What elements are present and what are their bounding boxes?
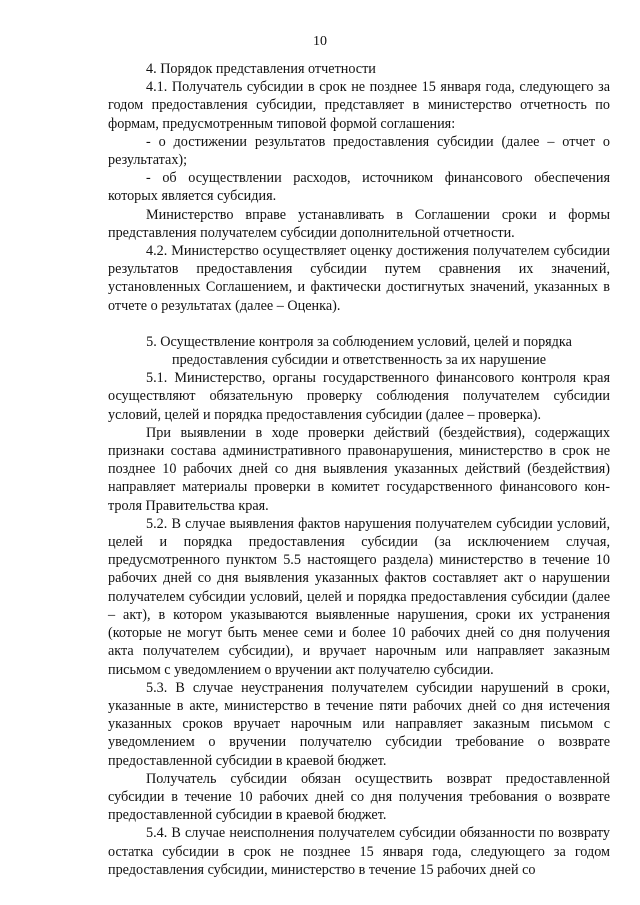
paragraph-violations-found: При выявлении в ходе проверки действий (бездействия), содержащих признаки состава административного правонарушения, министерство в срок не позднее 10 рабочих дней со дня выявления указанных действий (бездействия) направляет материалы проверки в комитет государственного финансового контроля Правительства края. bbox=[108, 424, 610, 514]
list-item-expenses: - об осуществлении расходов, источником финансового обеспечения которых является субсидия. bbox=[108, 170, 610, 205]
section-gap bbox=[108, 315, 610, 333]
paragraph-refund-obligation: Получатель субсидии обязан осуществить возврат предоставленной субсидии в течение 10 рабочих дней со дня получения требования о возврате предоставленной субсидии в краевой бюджет. bbox=[108, 770, 610, 824]
section-5-heading: 5. Осуществление контроля за соблюдением условий, целей и порядка предоставления субсидии и ответственность за их нарушение bbox=[146, 333, 572, 369]
section-4-heading: 4. Порядок представления отчетности bbox=[146, 61, 376, 77]
paragraph-4-1: 4.1. Получатель субсидии в срок не позднее 15 января года, следующего за годом предоставления субсидии, представляет в министерство отчетность по формам, предусмотренным типовой формой соглашения: bbox=[108, 79, 610, 132]
paragraph-5-1: 5.1. Министерство, органы государственного финансового контроля края осуществляют обязательную проверку соблюдения получателем субсидии условий, целей и порядка предоставления субсидии (далее – проверка). bbox=[108, 370, 610, 423]
paragraph-additional-reporting: Министерство вправе устанавливать в Соглашении сроки и формы представления получателем субсидии дополнительной отчетности. bbox=[108, 206, 610, 241]
paragraph-5-2: 5.2. В случае выявления фактов нарушения получателем субсидии условий, целей и порядка предоставления субсидии (за исключением случая, предусмотренного пунктом 5.5 настоящего раздела) министерство в течение 10 рабочих дней со дня выявления указанных фактов составляет акт о нарушении получателем субсидии условий, целей и порядка предоставления субсидии (далее – акт), в котором указываются выявленные нарушения, сроки их устранения (которые не могут быть менее семи и более 10 рабочих дней со дня получения акта получателем субсидии), и вручает нарочным или направляет заказным письмом с уведомлением о вручении акт получателю субсидии. bbox=[108, 515, 610, 678]
paragraph-5-4: 5.4. В случае неисполнения получателем субсидии обязанности по возврату остатка субсидии в срок не позднее 15 января года, следующего за годом предоставления субсидии, министерство в течение 15 рабочих дней со bbox=[108, 825, 610, 878]
paragraph-5-3: 5.3. В случае неустранения получателем субсидии нарушений в сроки, указанные в акте, министерство в течение пяти рабочих дней со дня истечения указанных сроков вручает нарочным или направляет заказным письмом с уведомлением о вручении получателю субсидии требование о возврате предоставленной субсидии в краевой бюджет. bbox=[108, 679, 610, 769]
paragraph-4-2: 4.2. Министерство осуществляет оценку достижения получателем субсидии результатов предоставления субсидии путем сравнения их значений, установленных Соглашением, и фактически достигнутых значений, указанных в отчете о результатах (далее – Оценка). bbox=[108, 243, 610, 314]
page-content bbox=[108, 60, 610, 879]
page-number: 10 bbox=[313, 34, 327, 49]
list-item-results: - о достижении результатов предоставления субсидии (далее – отчет о результатах); bbox=[108, 133, 610, 169]
